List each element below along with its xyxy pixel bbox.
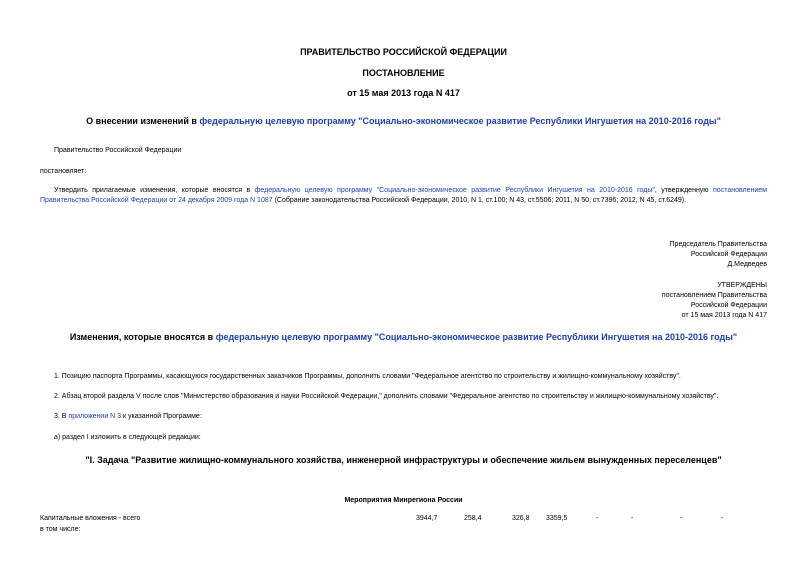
item3-suffix: к указанной Программе: — [121, 413, 202, 420]
approval-date: от 15 мая 2013 года N 417 — [681, 312, 767, 319]
approval-stamp: УТВЕРЖДЕНЫ — [717, 282, 767, 289]
intro-government: Правительство Российской Федерации — [54, 147, 182, 154]
change-item-3 — [54, 413, 202, 420]
table-cell: 258,4 — [464, 515, 482, 522]
document-type: ПОСТАНОВЛЕНИЕ — [362, 68, 445, 78]
signature-position: Председатель Правительства — [669, 241, 767, 248]
document-date: от 15 мая 2013 года N 417 — [347, 88, 460, 98]
table-caption: Мероприятия Минрегиона России — [344, 497, 463, 504]
table-cell: 3944,7 — [416, 515, 438, 522]
change-item-3a: а) раздел I изложить в следующей редакции: — [54, 434, 201, 441]
intro-text-start: Утвердить прилагаемые изменения, которые вносятся в — [54, 187, 255, 194]
table-cell: - — [680, 515, 683, 522]
intro-text-end: (Собрание законодательства Российской Федерации, 2010, N 1, ст.100; N 43, ст.5506; 2011, N 50, ст.7396; 2012, N 45, ст.6249). — [272, 197, 687, 204]
change-item-2: 2. Абзац второй раздела V после слов "Министерство образования и науки Российской Федерации," дополнить словами "Федеральное агентство по строительству и жилищно-коммунальному хозяйству". — [54, 393, 719, 400]
resolution-1087-link[interactable]: постановлением Правительства Российской Федерации от 24 декабря 2009 года N 1087 — [40, 187, 767, 204]
table-row-label: Капитальные вложения - всего — [40, 515, 141, 522]
intro-text-mid: , утвержденную — [654, 187, 714, 194]
section-heading: "I. Задача "Развитие жилищно-коммунального хозяйства, инженерной инфраструктуры и обеспечение жильем вынужденных переселенцев" — [85, 455, 722, 465]
table-cell: - — [596, 515, 599, 522]
signature-country: Российской Федерации — [690, 251, 767, 258]
title-prefix: О внесении изменений в — [86, 116, 200, 126]
changes-program-link[interactable]: федеральную целевую программу "Социально-экономическое развитие Республики Ингушетия на 2010-2016 годы" — [215, 332, 738, 342]
table-row-label: в том числе: — [40, 526, 81, 533]
changes-title-prefix: Изменения, которые вносятся в — [69, 332, 216, 342]
appendix-3-link[interactable]: приложении N 3 — [68, 413, 122, 420]
approval-by: постановлением Правительства — [661, 292, 767, 299]
item3-prefix: 3. В — [54, 413, 69, 420]
approval-country: Российской Федерации — [690, 302, 767, 309]
table-cell: 3359,5 — [546, 515, 568, 522]
change-item-1: 1. Позицию паспорта Программы, касающуюся государственных заказчиков Программы, дополнить словами "Федеральное агентство по строительству и жилищно-коммунальному хозяйству". — [54, 373, 681, 380]
intro-resolves: постановляет: — [40, 168, 87, 175]
changes-title — [0, 332, 807, 342]
table-cell: - — [721, 515, 724, 522]
document-title — [0, 116, 807, 126]
table-cell: - — [631, 515, 634, 522]
program-link-inline[interactable]: федеральную целевую программу "Социально-экономическое развитие Республики Ингушетия на 2010-2016 годы" — [254, 187, 655, 194]
government-name: ПРАВИТЕЛЬСТВО РОССИЙСКОЙ ФЕДЕРАЦИИ — [300, 47, 507, 57]
table-cell: 326,8 — [512, 515, 530, 522]
signature-name: Д.Медведев — [727, 261, 767, 268]
program-link[interactable]: федеральную целевую программу "Социально-экономическое развитие Республики Ингушетия на 2010-2016 годы" — [199, 116, 721, 126]
intro-paragraph — [40, 186, 767, 206]
